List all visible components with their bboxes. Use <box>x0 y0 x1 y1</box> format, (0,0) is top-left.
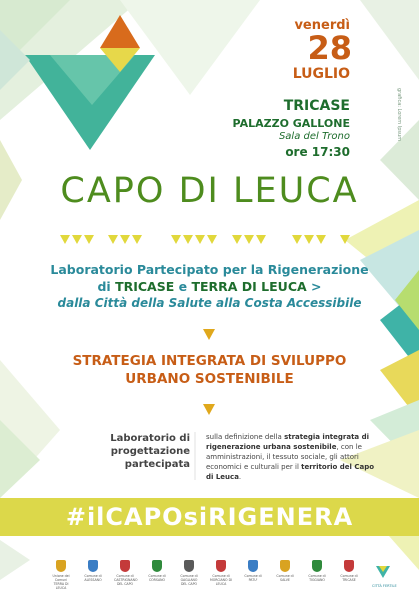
poster-title: CAPO DI LEUCA <box>60 171 359 211</box>
partner-logo-label: Comune di ALESSANO <box>84 574 102 582</box>
partner-logo <box>306 560 328 582</box>
lab-desc-part-5: . <box>238 473 242 481</box>
subtitle-line-3: dalla Città della Salute alla Costa Accessibile <box>57 296 362 310</box>
event-day: 28 <box>307 29 352 67</box>
brand-label: CITTÀ FERTILE <box>372 584 397 588</box>
partner-logo <box>178 560 200 586</box>
crest-icon <box>312 560 322 572</box>
event-venue: PALAZZO GALLONE <box>232 117 350 130</box>
partner-logo-label: Comune di CASTRIGNANO DEL CAPO <box>114 574 138 586</box>
lab-desc-part-1: sulla definizione della <box>206 433 285 441</box>
subtitle-suffix: > <box>306 279 322 294</box>
subtitle-line-1: Laboratorio Partecipato per la Rigenerazione <box>50 262 369 277</box>
brand-mark-icon <box>376 566 390 580</box>
event-weekday: venerdì <box>294 18 350 33</box>
crest-icon <box>280 560 290 572</box>
lab-title <box>98 432 190 471</box>
crest-icon <box>56 560 66 572</box>
lab-desc-part-3: , con le amministrazioni, il tessuto sociale, gli attori economici e culturali per il <box>206 443 362 471</box>
subtitle-prefix: di <box>97 279 116 294</box>
event-month: LUGLIO <box>292 66 350 82</box>
crest-icon <box>88 560 98 572</box>
partner-logo-label: Comune di PATU' <box>244 574 262 582</box>
crest-icon <box>152 560 162 572</box>
partner-logo <box>146 560 168 582</box>
partner-logo-label: Comune di SALVE <box>276 574 294 582</box>
subtitle-mid: e <box>174 279 192 294</box>
crest-icon <box>248 560 258 572</box>
partner-logo-label: Comune di CORSANO <box>148 574 166 582</box>
side-credit: grafica: Lorem Ipsum <box>396 88 402 142</box>
strategy-line-1: STRATEGIA INTEGRATA DI SVILUPPO <box>72 353 347 369</box>
crest-icon <box>184 560 194 572</box>
partner-logo <box>338 560 360 582</box>
partner-logo <box>274 560 296 582</box>
lab-title-line-3: partecipata <box>124 459 190 470</box>
subtitle-line-2 <box>20 279 399 294</box>
partner-logo-label: Comune di MORCIANO DI LEUCA <box>210 574 232 586</box>
lab-desc-part-4: territorio del Capo di Leuca <box>206 463 375 481</box>
divider-triangle-2 <box>203 404 215 415</box>
strategy-line-2: URBANO SOSTENIBILE <box>125 371 294 387</box>
divider-triangle-1 <box>203 329 215 340</box>
subtitle-place-b: TERRA DI LEUCA <box>191 279 307 294</box>
subtitle-place-a: TRICASE <box>115 279 175 294</box>
partner-logos <box>50 560 380 594</box>
crest-icon <box>120 560 130 572</box>
event-time: ore 17:30 <box>285 145 350 159</box>
lab-description <box>206 432 376 482</box>
partner-logo-label: Comune di TRICASE <box>340 574 358 582</box>
crest-icon <box>216 560 226 572</box>
lab-title-line-1: Laboratorio di <box>110 433 190 444</box>
hashtag: #ilCAPOsiRIGENERA <box>65 503 354 531</box>
partner-logo-label: Comune di GAGLIANO DEL CAPO <box>180 574 198 586</box>
brand-logo <box>372 565 416 588</box>
partner-logo-label: Unione dei Comuni TERRA DI LEUCA <box>52 574 70 590</box>
partner-logo <box>50 560 72 590</box>
lab-title-line-2: progettazione <box>110 446 190 457</box>
partner-logo <box>242 560 264 582</box>
partner-logo-label: Comune di TIGGIANO <box>308 574 326 582</box>
event-city: TRICASE <box>283 98 350 114</box>
partner-logo <box>210 560 232 586</box>
crest-icon <box>344 560 354 572</box>
lab-desc-part-2: strategia integrata di rigenerazione urbana sostenibile <box>206 433 369 451</box>
yellow-triangle-row <box>60 235 350 244</box>
event-room: Sala del Trono <box>278 131 350 142</box>
partner-logo <box>114 560 136 586</box>
partner-logo <box>82 560 104 582</box>
